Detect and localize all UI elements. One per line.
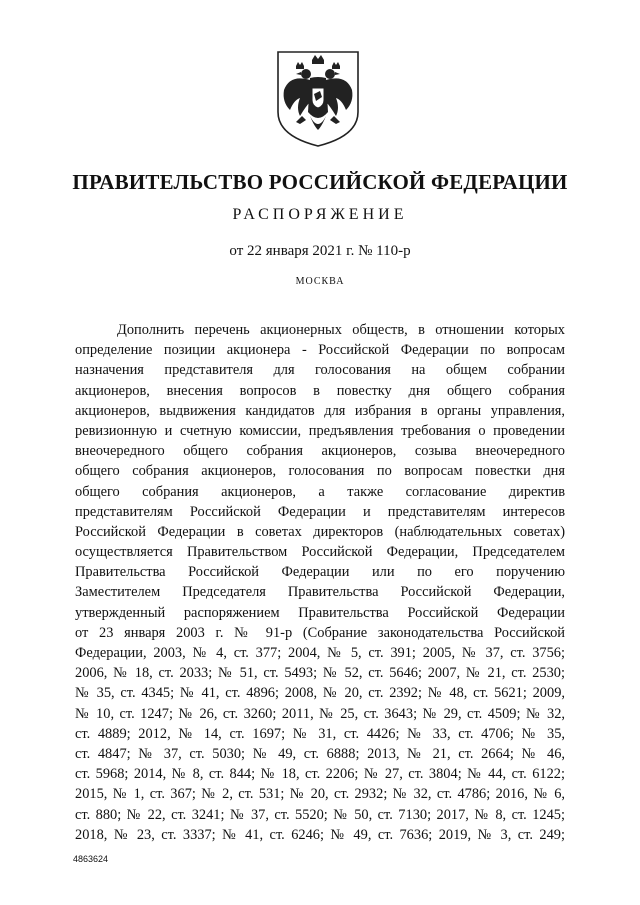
body-line: общего собрания акционеров, голосования по вопросам повестки дня	[75, 463, 565, 480]
body-line: от 23 января 2003 г. № 91-р (Собрание законодательства Российской	[75, 624, 565, 641]
document-city: МОСКВА	[295, 276, 345, 287]
body-line: ст. 4889; 2012, № 14, ст. 1697; № 31, ст. 4426; № 33, ст. 4706; № 35,	[75, 725, 565, 742]
government-title: ПРАВИТЕЛЬСТВО РОССИЙСКОЙ ФЕДЕРАЦИИ	[72, 170, 568, 194]
body-line: Правительства Российской Федерации или по его поручению	[75, 564, 565, 581]
document-type: РАСПОРЯЖЕНИЕ	[232, 206, 408, 223]
body-line: 2018, № 23, ст. 3337; № 41, ст. 6246; № 49, ст. 7636; 2019, № 3, ст. 249;	[75, 826, 565, 843]
body-line: ст. 5968; 2014, № 8, ст. 844; № 18, ст. 2206; № 27, ст. 3804; № 44, ст. 6122;	[75, 766, 565, 783]
body-line: ревизионную и счетную комиссии, предъявления требования о проведении	[75, 422, 565, 439]
body-line: ст. 4847; № 37, ст. 5030; № 49, ст. 6888; 2013, № 21, ст. 2664; № 46,	[75, 745, 565, 762]
body-line: Федерации, 2003, № 4, ст. 377; 2004, № 5, ст. 391; 2005, № 37, ст. 3756;	[75, 645, 565, 661]
body-line: № 35, ст. 4345; № 41, ст. 4896; 2008, № 20, ст. 2392; № 48, ст. 5621; 2009,	[75, 685, 565, 702]
body-line: назначения представителя для голосования на общем собрании	[75, 362, 565, 379]
body-line: внеочередного общего собрания акционеров, созыва внеочередного	[75, 443, 565, 460]
body-line: представителям Российской Федерации и представителям интересов	[75, 503, 565, 520]
body-line: ст. 880; № 22, ст. 3241; № 37, ст. 5520; № 50, ст. 7130; 2017, № 8, ст. 1245;	[75, 806, 565, 823]
document-date-number: от 22 января 2021 г. № 110-р	[229, 243, 411, 259]
body-line: осуществляется Правительством Российской Федерации, Председателем	[75, 544, 565, 561]
body-line: утвержденный распоряжением Правительства Российской Федерации	[75, 604, 565, 621]
body-line: Заместителем Председателя Правительства Российской Федерации,	[75, 584, 565, 601]
body-line: общего собрания акционеров, а также согласование директив	[75, 483, 565, 500]
body-line: 2015, № 1, ст. 367; № 2, ст. 531; № 20, ст. 2932; № 32, ст. 4786; 2016, № 6,	[75, 786, 565, 803]
coat-of-arms-icon	[276, 50, 360, 148]
body-line: определение позиции акционера - Российской Федерации по вопросам	[75, 342, 565, 359]
body-line: № 10, ст. 1247; № 26, ст. 3260; 2011, № 25, ст. 3643; № 29, ст. 4509; № 32,	[75, 705, 565, 722]
document-body	[75, 320, 565, 845]
document-code: 4863624	[73, 854, 109, 864]
body-line: 2006, № 18, ст. 2033; № 51, ст. 5493; № 52, ст. 5646; 2007, № 21, ст. 2530;	[75, 665, 565, 682]
body-line: акционеров, выдвижения кандидатов для избрания в органы управления,	[75, 402, 565, 419]
body-line: акционеров, внесения вопросов в повестку дня общего собрания	[75, 382, 565, 399]
body-line: Дополнить перечень акционерных обществ, в отношении которых	[117, 322, 565, 338]
body-line: Российской Федерации в советах директоров (наблюдательных советах)	[75, 523, 565, 540]
